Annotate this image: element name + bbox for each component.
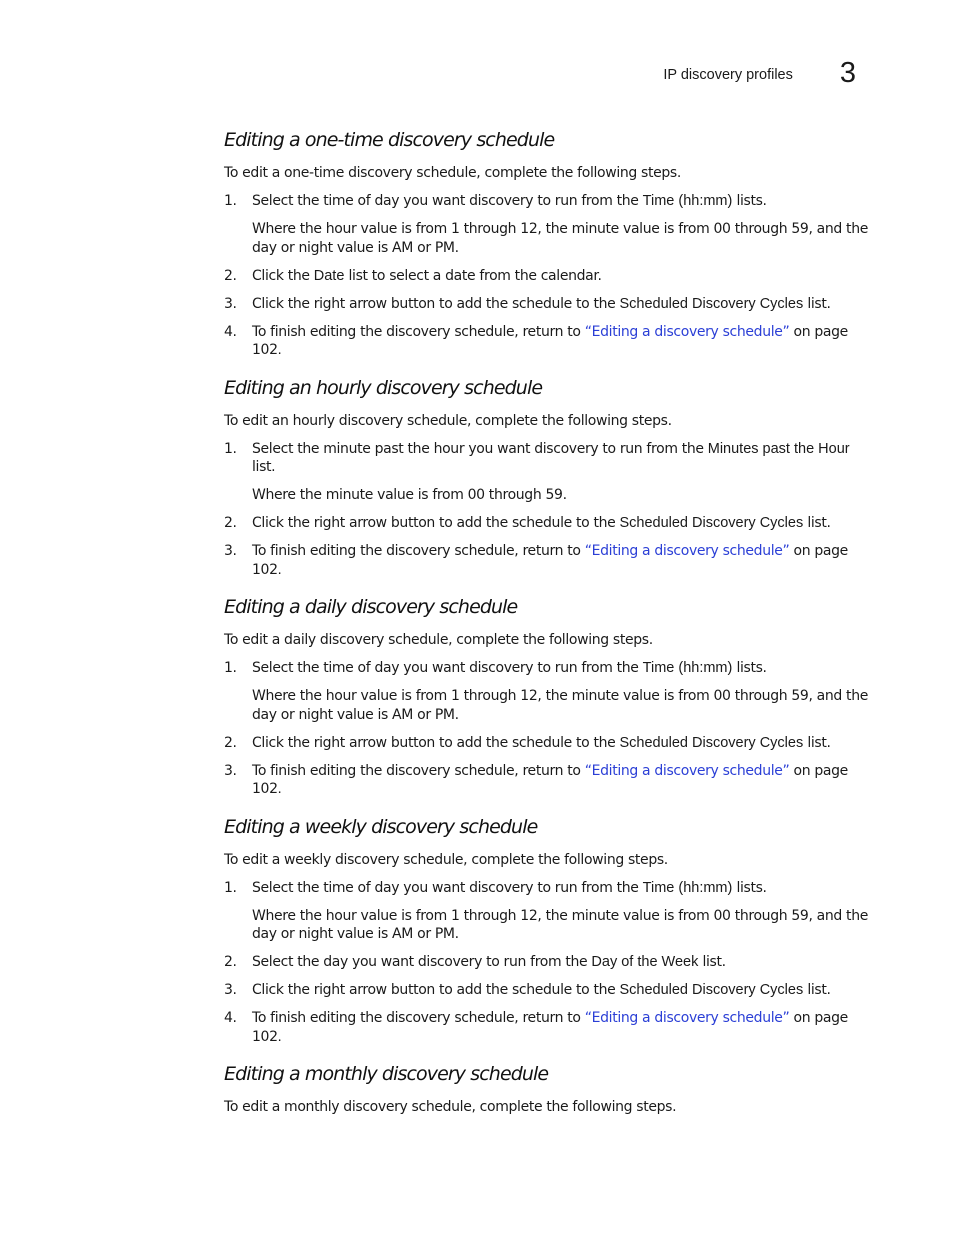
cross-reference-link[interactable]: “Editing a discovery schedule” [584, 1010, 790, 1026]
step-note: Where the hour value is from 1 through 12, the minute value is from 00 through 59, and the day or night value is AM or PM. [252, 907, 868, 942]
step-number: 1. [224, 193, 237, 209]
step-text: Click the right arrow button to add the schedule to the [252, 515, 620, 531]
step-text: Select the time of day you want discovery to run from the [252, 193, 643, 209]
section-title: Editing an hourly discovery schedule [224, 376, 543, 399]
step-item [224, 192, 874, 257]
step-text: Click the right arrow button to add the schedule to the [252, 982, 620, 998]
step-text: To finish editing the discovery schedule, return to [252, 1010, 585, 1026]
step-text: Select the time of day you want discovery to run from the [252, 879, 643, 896]
step-text: Select the day you want discovery to run from the [252, 954, 592, 970]
step-text: list. [698, 954, 726, 970]
section-one-time [224, 128, 874, 360]
step-item [224, 440, 874, 505]
running-header-title: IP discovery profiles [663, 67, 793, 83]
step-number: 2. [224, 515, 237, 531]
step-text: lists. [732, 879, 767, 896]
steps-list [224, 879, 874, 1047]
step-text: lists. [732, 193, 767, 209]
page-number: 102 [252, 342, 278, 358]
ui-term: Scheduled Discovery Cycles [619, 515, 804, 531]
steps-list [224, 659, 874, 799]
section-title: Editing a daily discovery schedule [224, 596, 518, 618]
step-text: on page [789, 1010, 848, 1026]
step-item [224, 323, 874, 360]
step-item [224, 953, 874, 972]
step-text: on page [789, 543, 848, 559]
step-text: . [277, 342, 282, 358]
step-text: list. [803, 295, 831, 312]
step-item [224, 267, 874, 286]
step-number: 2. [224, 267, 237, 284]
step-text: on page [789, 323, 848, 340]
step-text: list. [252, 459, 276, 475]
step-number: 1. [224, 660, 237, 676]
ui-term: Time (hh:mm) [642, 193, 733, 209]
step-item [224, 295, 874, 314]
step-number: 2. [224, 734, 237, 751]
chapter-number: 3 [839, 56, 856, 89]
step-text: lists. [732, 660, 767, 676]
ui-term: Time (hh:mm) [642, 879, 733, 896]
step-text: . [277, 1028, 282, 1045]
step-item [224, 762, 874, 799]
ui-term: Scheduled Discovery Cycles [619, 295, 804, 312]
step-text: To finish editing the discovery schedule, return to [252, 762, 585, 779]
section-intro: To edit an hourly discovery schedule, complete the following steps. [224, 412, 672, 429]
ui-term: Minutes past the Hour [707, 440, 850, 457]
step-item [224, 879, 874, 944]
step-note: Where the minute value is from 00 through 59. [252, 487, 567, 503]
section-daily [224, 595, 874, 799]
step-item [224, 1009, 874, 1046]
section-hourly [224, 376, 874, 580]
page-header [663, 58, 856, 88]
ui-term: Scheduled Discovery Cycles [619, 734, 804, 751]
page-content [224, 128, 874, 1117]
step-text: To finish editing the discovery schedule, return to [252, 543, 585, 559]
step-number: 3. [224, 543, 237, 559]
step-item [224, 514, 874, 533]
step-note: Where the hour value is from 1 through 12, the minute value is from 00 through 59, and the day or night value is AM or PM. [252, 221, 868, 256]
step-number: 3. [224, 762, 237, 779]
step-text: list to select a date from the calendar. [344, 267, 602, 284]
step-text: Click the right arrow button to add the schedule to the [252, 734, 620, 751]
ui-term: Scheduled Discovery Cycles [619, 982, 804, 998]
step-number: 1. [224, 440, 237, 457]
section-title: Editing a monthly discovery schedule [224, 1063, 549, 1085]
cross-reference-link[interactable]: “Editing a discovery schedule” [584, 543, 790, 559]
section-weekly [224, 815, 874, 1047]
section-intro: To edit a weekly discovery schedule, complete the following steps. [224, 851, 668, 868]
step-item [224, 981, 874, 1000]
steps-list [224, 192, 874, 360]
cross-reference-link[interactable]: “Editing a discovery schedule” [584, 762, 790, 779]
page-number: 102 [252, 561, 278, 578]
step-number: 4. [224, 1010, 237, 1026]
step-item [224, 659, 874, 724]
step-text: list. [803, 515, 831, 531]
section-title: Editing a one-time discovery schedule [224, 129, 555, 151]
ui-term: Time (hh:mm) [642, 660, 733, 676]
step-text: on page [789, 762, 848, 779]
step-text: Select the time of day you want discovery to run from the [252, 660, 643, 676]
step-number: 2. [224, 954, 237, 970]
step-text: . [277, 781, 282, 797]
step-number: 3. [224, 295, 237, 312]
step-text: list. [803, 982, 831, 998]
cross-reference-link[interactable]: “Editing a discovery schedule” [584, 323, 790, 340]
step-number: 1. [224, 879, 237, 896]
section-monthly [224, 1062, 874, 1117]
page-number: 102 [252, 1028, 278, 1045]
step-text: Click the right arrow button to add the schedule to the [252, 295, 620, 312]
step-item [224, 542, 874, 579]
ui-term: Day of the Week [591, 954, 699, 970]
step-text: . [277, 561, 282, 578]
step-number: 4. [224, 323, 237, 340]
step-text: To finish editing the discovery schedule, return to [252, 323, 585, 340]
ui-term: Date [313, 267, 345, 284]
section-intro: To edit a daily discovery schedule, complete the following steps. [224, 632, 653, 648]
section-title: Editing a weekly discovery schedule [224, 815, 538, 838]
steps-list [224, 440, 874, 580]
page-number: 102 [252, 781, 278, 797]
step-text: Click the [252, 267, 314, 284]
step-text: Select the minute past the hour you want discovery to run from the [252, 440, 708, 457]
step-note: Where the hour value is from 1 through 12, the minute value is from 00 through 59, and the day or night value is AM or PM. [252, 688, 868, 723]
step-number: 3. [224, 982, 237, 998]
section-intro: To edit a one-time discovery schedule, complete the following steps. [224, 165, 681, 181]
step-item [224, 734, 874, 753]
section-intro: To edit a monthly discovery schedule, complete the following steps. [224, 1099, 677, 1115]
step-text: list. [803, 734, 831, 751]
